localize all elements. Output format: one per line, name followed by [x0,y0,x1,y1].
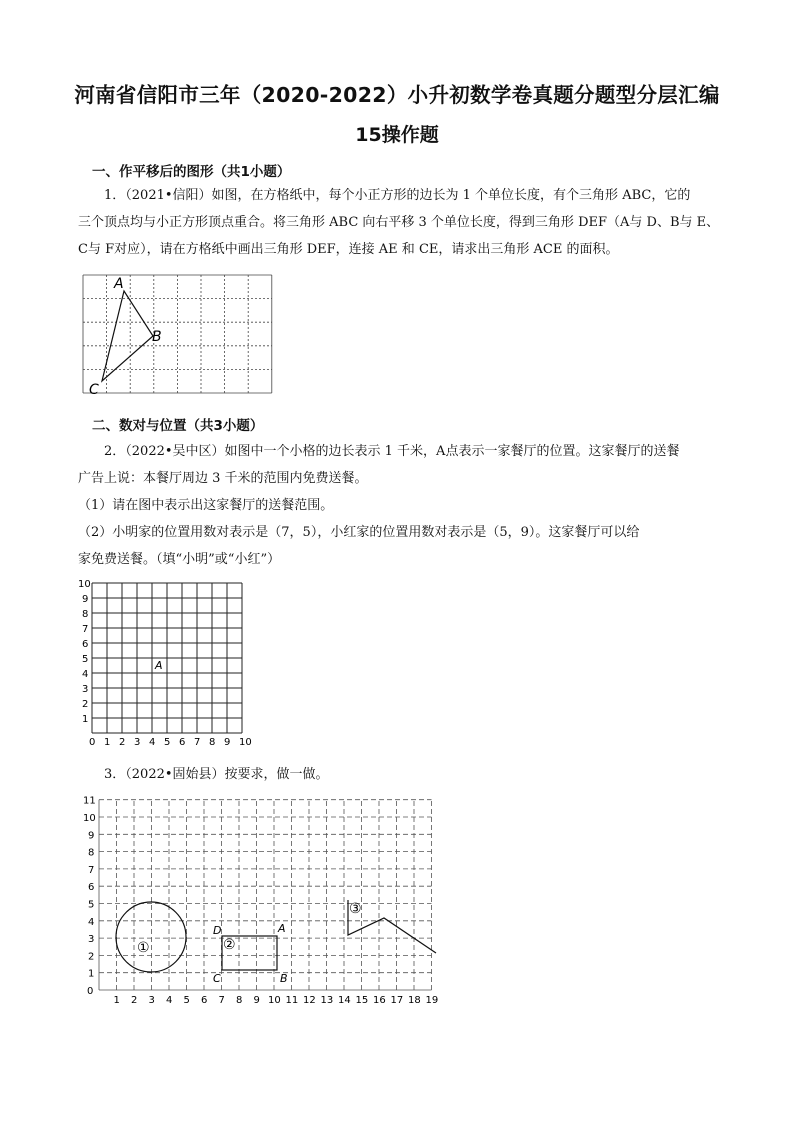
q3-y-tick: 2 [88,951,95,963]
document-subtitle: 15操作题 [355,124,439,146]
q3-y-tick: 6 [88,882,95,894]
shape-1-circle [116,902,186,972]
rect-vertex-a: A [278,922,286,935]
q1-grid-figure [78,270,274,404]
shape-2-label: ② [223,937,236,953]
shape-3-label: ③ [349,901,362,917]
rect-vertex-b: B [280,972,288,985]
vertex-label-c: C [89,382,99,398]
q2-text-line-3: （1）请在图中表示出这家餐厅的送餐范围。 [78,498,334,513]
q3-grid-lines [99,800,432,990]
q2-y-tick: 10 [78,579,91,590]
vertex-label-b: B [152,329,162,345]
q3-y-tick: 9 [88,830,95,842]
q3-origin-tick: 0 [87,986,94,997]
q2-y-tick: 1 [82,714,89,725]
q3-y-tick: 10 [83,813,96,824]
q2-x-tick: 7 [194,737,201,748]
q2-grid-figure [78,578,258,750]
q1-text-line-1: 1．（2021•信阳）如图，在方格纸中，每个小正方形的边长为 1 个单位长度，有个三角形 ABC，它的 [104,188,691,203]
q3-y-tick: 5 [88,899,95,911]
q3-x-tick: 12 [303,995,316,1006]
q2-y-tick: 9 [82,594,89,605]
q2-y-tick: 5 [82,654,89,665]
q2-text-line-2: 广告上说：本餐厅周边 3 千米的范围内免费送餐。 [78,471,368,486]
q3-x-tick: 2 [131,995,138,1006]
q3-x-tick: 13 [320,995,334,1006]
rect-vertex-d: D [213,924,222,937]
q1-grid-lines [83,275,272,393]
q3-axis-ticks [83,796,438,1006]
vertex-label-a: A [114,276,124,292]
q3-x-tick: 7 [218,995,225,1006]
triangle-abc [102,291,153,381]
q1-text-line-3: C与 F对应），请在方格纸中画出三角形 DEF，连接 AE 和 CE，请求出三角形 ACE 的面积。 [78,242,619,257]
q3-x-tick: 16 [373,995,386,1006]
q2-x-tick: 1 [104,737,111,748]
q2-text-line-4: （2）小明家的位置用数对表示是（7，5），小红家的位置用数对表示是（5，9）。这家餐厅可以给 [78,525,640,540]
q2-y-tick: 8 [82,609,89,620]
q3-y-tick: 4 [88,916,95,928]
q2-x-tick: 9 [224,737,231,748]
q1-text-line-2: 三个顶点均与小正方形顶点重合。将三角形 ABC 向右平移 3 个单位长度，得到三角形 DEF（A与 D、B与 E、 [78,215,720,230]
rect-vertex-c: C [213,972,221,985]
q2-axis-ticks [78,579,252,748]
q3-x-tick: 4 [166,995,173,1006]
q2-x-tick: 4 [149,737,156,748]
q2-y-tick: 2 [82,699,89,710]
q3-x-tick: 14 [338,995,351,1006]
q3-y-tick: 8 [88,847,95,859]
restaurant-point-label: A [155,659,163,672]
q2-y-tick: 4 [82,669,89,680]
q2-x-tick: 8 [209,737,216,748]
q2-x-tick: 2 [119,737,126,748]
q2-x-tick: 6 [179,737,186,748]
q3-x-tick: 6 [201,995,208,1006]
q3-x-tick: 3 [148,995,155,1006]
q3-y-tick: 3 [88,934,95,946]
q3-y-tick: 11 [83,795,96,807]
q3-x-tick: 17 [390,995,404,1006]
section-heading-coordinates: 二、数对与位置（共3小题） [92,418,264,434]
q2-text-line-5: 家免费送餐。（填“小明”或“小红”） [78,552,281,567]
q3-x-tick: 10 [268,995,281,1006]
q3-grid-figure [78,790,458,1010]
q3-text-line-1: 3．（2022•固始县）按要求，做一做。 [104,767,329,782]
q3-x-tick: 11 [285,995,299,1006]
q2-y-tick: 7 [82,624,89,635]
q3-x-tick: 18 [408,995,421,1006]
section-heading-translation: 一、作平移后的图形（共1小题） [92,164,291,180]
q2-x-tick: 0 [89,737,96,748]
q3-x-tick: 8 [236,995,243,1006]
q3-y-tick: 7 [88,864,95,876]
q3-x-tick: 1 [113,995,120,1006]
q2-y-tick: 3 [82,684,89,695]
q3-x-tick: 19 [425,995,439,1006]
document-title: 河南省信阳市三年（2020-2022）小升初数学卷真题分题型分层汇编 [74,83,720,107]
q3-x-tick: 9 [253,995,260,1006]
shape-1-label: ① [137,940,150,956]
q2-grid-lines [92,583,242,733]
q3-x-tick: 15 [355,995,369,1006]
q2-x-tick: 3 [134,737,141,748]
q2-x-tick: 10 [239,737,252,748]
q3-x-tick: 5 [183,995,190,1006]
q2-x-tick: 5 [164,737,171,748]
q2-y-tick: 6 [82,639,89,650]
q3-y-tick: 1 [88,968,95,980]
q2-text-line-1: 2．（2022•吴中区）如图中一个小格的边长表示 1 千米，A点表示一家餐厅的位置。这家餐厅的送餐 [104,444,680,459]
